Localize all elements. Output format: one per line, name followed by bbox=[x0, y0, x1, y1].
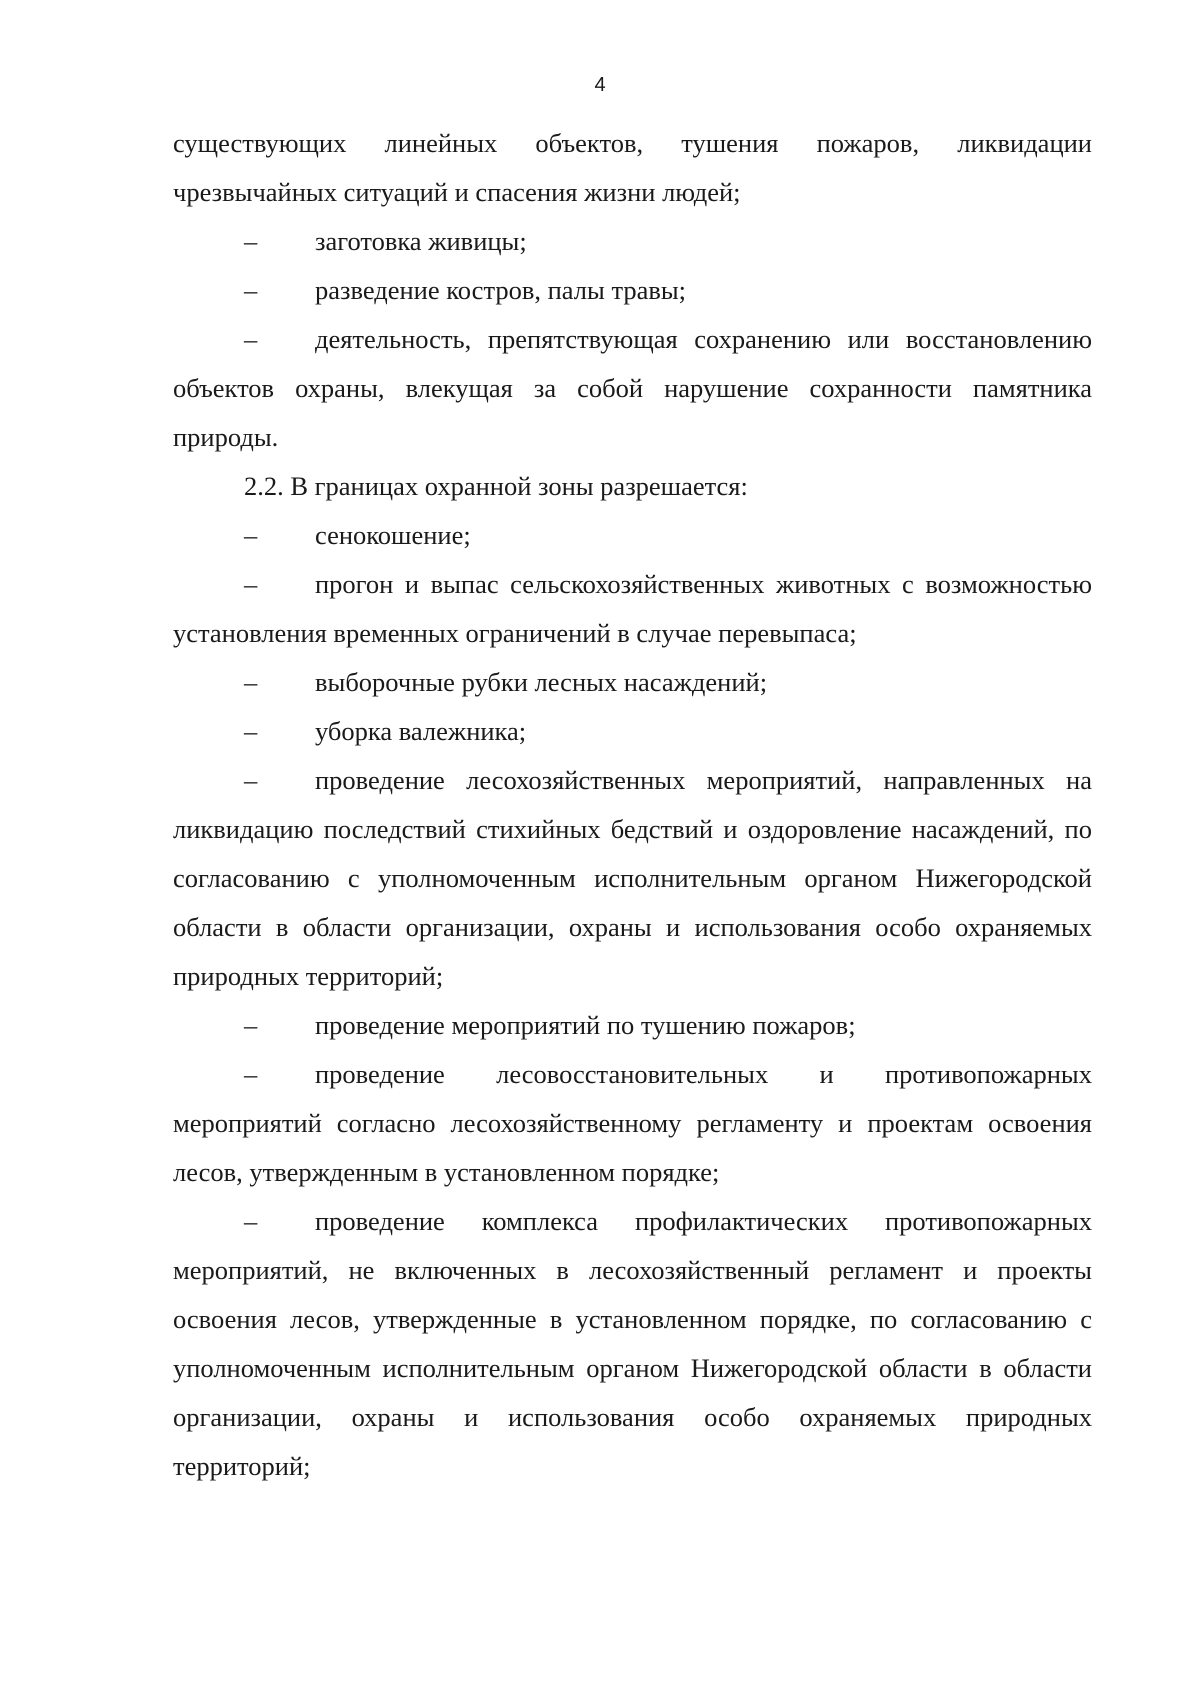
dash-bullet: – bbox=[244, 667, 258, 697]
section-heading: 2.2. В границах охранной зоны разрешается: bbox=[244, 471, 748, 501]
list-item-text: разведение костров, палы травы; bbox=[315, 275, 687, 305]
dash-bullet: – bbox=[244, 1059, 258, 1089]
list-item bbox=[173, 511, 1092, 560]
list-item-text: проведение лесовосстановительных и противопожарных мероприятий согласно лесохозяйственному регламенту и проектам освоения лесов, утвержденным в установленном порядке; bbox=[173, 1059, 1092, 1187]
list-item-text: прогон и выпас сельскохозяйственных животных с возможностью установления временных ограничений в случае перевыпаса; bbox=[173, 569, 1092, 648]
page-number: 4 bbox=[594, 74, 606, 96]
dash-bullet: – bbox=[244, 1010, 258, 1040]
list-item-text: проведение мероприятий по тушению пожаров; bbox=[315, 1010, 856, 1040]
dash-bullet: – bbox=[244, 1206, 258, 1236]
dash-bullet: – bbox=[244, 765, 258, 795]
dash-bullet: – bbox=[244, 520, 258, 550]
dash-bullet: – bbox=[244, 226, 258, 256]
dash-bullet: – bbox=[244, 275, 258, 305]
dash-bullet: – bbox=[244, 716, 258, 746]
list-item bbox=[173, 560, 1092, 658]
list-item-text: проведение комплекса профилактических противопожарных мероприятий, не включенных в лесохозяйственный регламент и проекты освоения лесов, утвержденные в установленном порядке, по согласованию с уполномоченным исполнительным органом Нижегородской области в области организации, охраны и использования особо охраняемых природных территорий; bbox=[173, 1206, 1092, 1481]
list-item bbox=[173, 217, 1092, 266]
list-item bbox=[173, 1001, 1092, 1050]
list-item-text: проведение лесохозяйственных мероприятий, направленных на ликвидацию последствий стихийных бедствий и оздоровление насаждений, по согласованию с уполномоченным исполнительным органом Нижегородской области в области организации, охраны и использования особо охраняемых природных территорий; bbox=[173, 765, 1092, 991]
dash-bullet: – bbox=[244, 569, 258, 599]
list-item bbox=[173, 315, 1092, 462]
list-item bbox=[173, 658, 1092, 707]
list-item bbox=[173, 1197, 1092, 1491]
list-item-text: выборочные рубки лесных насаждений; bbox=[315, 667, 768, 697]
list-item bbox=[173, 707, 1092, 756]
list-item-text: деятельность, препятствующая сохранению или восстановлению объектов охраны, влекущая за собой нарушение сохранности памятника природы. bbox=[173, 324, 1092, 452]
dash-bullet: – bbox=[244, 324, 258, 354]
list-item bbox=[173, 1050, 1092, 1197]
list-item-text: уборка валежника; bbox=[315, 716, 527, 746]
document-body bbox=[173, 119, 1092, 1491]
list-item-text: заготовка живицы; bbox=[315, 226, 527, 256]
list-item bbox=[173, 756, 1092, 1001]
intro-paragraph: существующих линейных объектов, тушения пожаров, ликвидации чрезвычайных ситуаций и спасения жизни людей; bbox=[173, 128, 1092, 207]
list-item bbox=[173, 266, 1092, 315]
list-item-text: сенокошение; bbox=[315, 520, 471, 550]
